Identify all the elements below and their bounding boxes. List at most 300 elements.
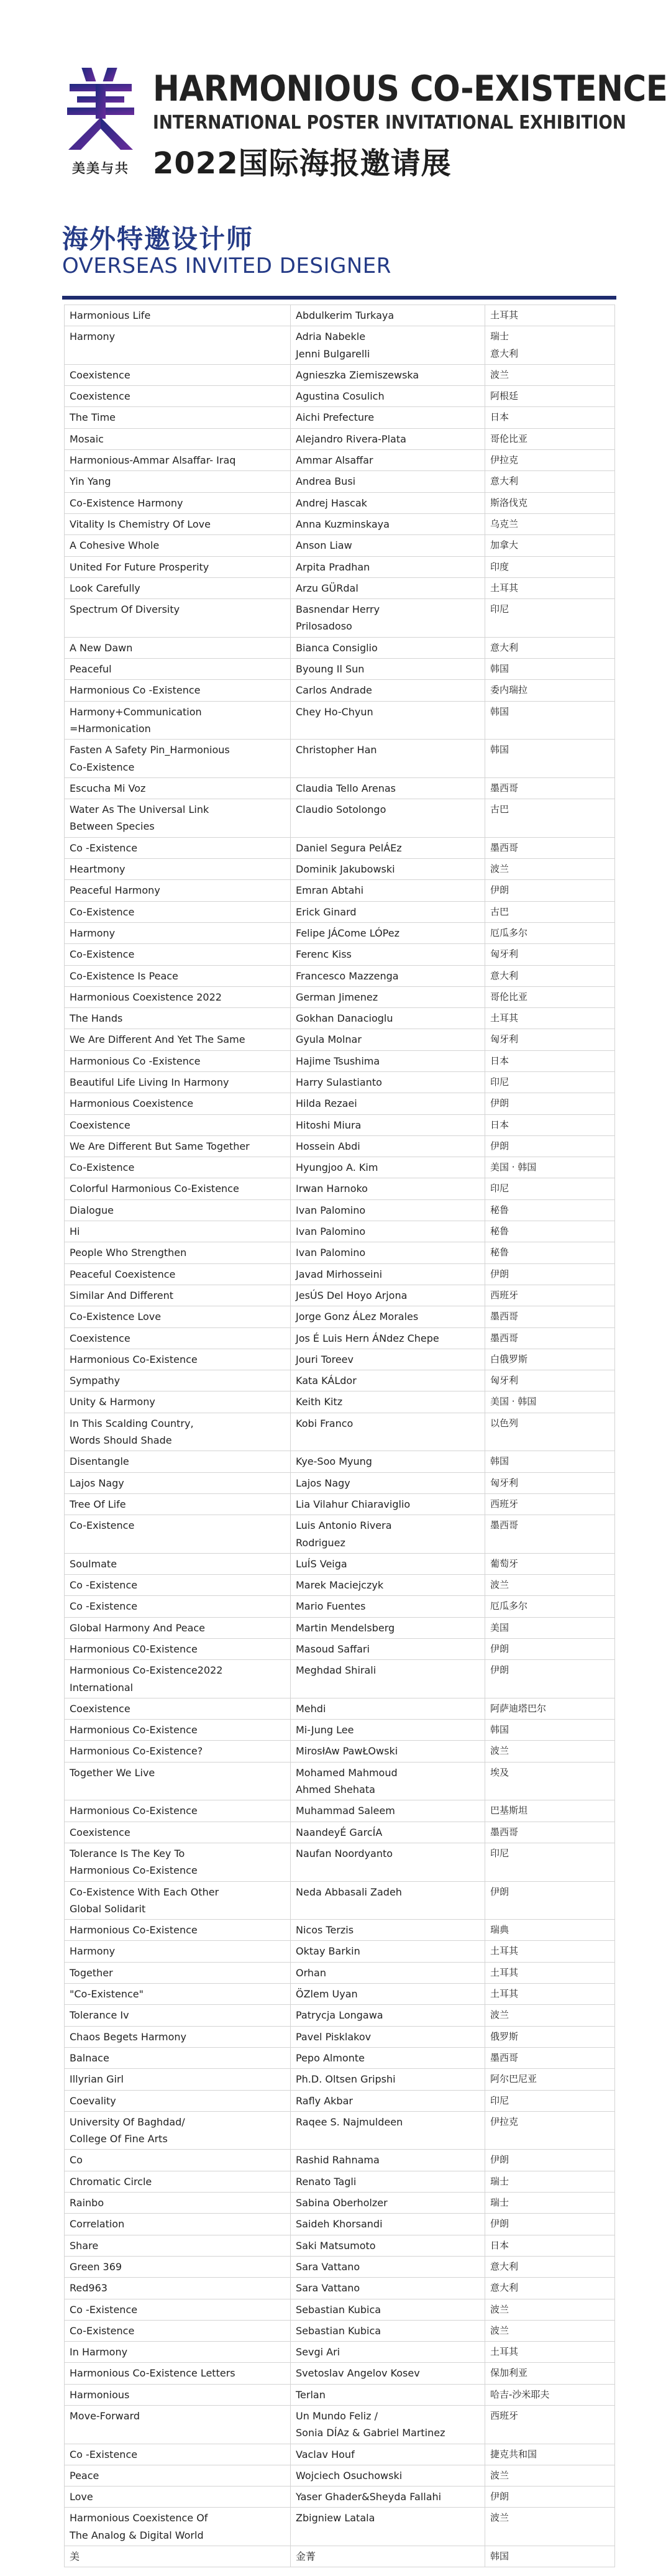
designer-name-cell: Pepo Almonte	[291, 2047, 485, 2068]
section-divider	[62, 296, 616, 300]
table-row	[65, 1071, 615, 1093]
table-row	[65, 986, 615, 1007]
country-cell: 阿根廷	[485, 386, 615, 407]
designer-name-cell: Harry Sulastianto	[291, 1071, 485, 1093]
work-title-cell: Harmonious Co -Existence	[65, 680, 291, 701]
table-row	[65, 944, 615, 965]
country-cell: 葡萄牙	[485, 1553, 615, 1574]
table-row	[65, 1370, 615, 1391]
work-title-cell: Coexistence	[65, 1327, 291, 1349]
table-row	[65, 2320, 615, 2341]
table-row	[65, 1698, 615, 1719]
table-row	[65, 1451, 615, 1472]
country-cell: 波兰	[485, 2299, 615, 2320]
table-row	[65, 965, 615, 986]
table-row	[65, 1029, 615, 1050]
designer-name-cell: Jorge Gonz ÁLez Morales	[291, 1306, 485, 1327]
table-row	[65, 599, 615, 638]
country-cell: 意大利	[485, 2278, 615, 2299]
designer-name-cell: Christopher Han	[291, 740, 485, 778]
designer-table-container	[64, 305, 614, 2567]
designer-name-cell: Oktay Barkin	[291, 1941, 485, 1962]
table-row	[65, 2235, 615, 2256]
table-row	[65, 1800, 615, 1822]
exhibition-logo	[63, 65, 138, 177]
designer-name-cell: Neda Abbasali Zadeh	[291, 1881, 485, 1920]
work-title-cell: In This Scalding Country, Words Should Shade	[65, 1413, 291, 1451]
designer-name-cell: Andrej Hascak	[291, 492, 485, 513]
designer-name-cell: Sebastian Kubica	[291, 2320, 485, 2341]
designer-name-cell: Ivan Palomino	[291, 1199, 485, 1221]
table-row	[65, 2342, 615, 2363]
work-title-cell: Co-Existence Is Peace	[65, 965, 291, 986]
designer-name-cell: Renato Tagli	[291, 2171, 485, 2192]
designer-name-cell: Martin Mendelsberg	[291, 1617, 485, 1638]
designer-name-cell: Sara Vattano	[291, 2278, 485, 2299]
table-row	[65, 1391, 615, 1413]
designer-name-cell: Adria Nabekle Jenni Bulgarelli	[291, 326, 485, 365]
table-row	[65, 637, 615, 658]
work-title-cell: Lajos Nagy	[65, 1472, 291, 1493]
designer-name-cell: Andrea Busi	[291, 471, 485, 492]
designer-name-cell: Javad Mirhosseini	[291, 1263, 485, 1285]
table-row	[65, 2090, 615, 2111]
country-cell: 土耳其	[485, 1008, 615, 1029]
work-title-cell: Co-Existence Love	[65, 1306, 291, 1327]
work-title-cell: Co-Existence Harmony	[65, 492, 291, 513]
designer-name-cell: German Jimenez	[291, 986, 485, 1007]
work-title-cell: A Cohesive Whole	[65, 535, 291, 556]
work-title-cell: Peace	[65, 2465, 291, 2486]
country-cell: 秘鲁	[485, 1221, 615, 1242]
work-title-cell: Colorful Harmonious Co-Existence	[65, 1178, 291, 1199]
country-cell: 匈牙利	[485, 1370, 615, 1391]
country-cell: 印度	[485, 556, 615, 577]
table-row	[65, 386, 615, 407]
table-row	[65, 1306, 615, 1327]
table-row	[65, 2444, 615, 2465]
designer-name-cell: Chey Ho-Chyun	[291, 701, 485, 740]
work-title-cell: Coexistence	[65, 1698, 291, 1719]
designer-name-cell: Claudia Tello Arenas	[291, 777, 485, 799]
country-cell: 瑞典	[485, 1920, 615, 1941]
designer-name-cell: MirosłAw PawŁOwski	[291, 1741, 485, 1762]
designer-name-cell: Hyungjoo A. Kim	[291, 1157, 485, 1178]
country-cell: 日本	[485, 2235, 615, 2256]
work-title-cell: Coevality	[65, 2090, 291, 2111]
work-title-cell: Water As The Universal Link Between Species	[65, 799, 291, 838]
designer-name-cell: Gokhan Danacioglu	[291, 1008, 485, 1029]
country-cell: 韩国	[485, 740, 615, 778]
table-row	[65, 2047, 615, 2068]
country-cell: 厄瓜多尔	[485, 922, 615, 943]
work-title-cell: Co -Existence	[65, 2299, 291, 2320]
designer-name-cell: Lia Vilahur Chiaraviglio	[291, 1493, 485, 1515]
table-row	[65, 1762, 615, 1800]
country-cell: 匈牙利	[485, 1472, 615, 1493]
table-row	[65, 1135, 615, 1157]
table-row	[65, 1941, 615, 1962]
work-title-cell: Harmonious Co-Existence Letters	[65, 2363, 291, 2384]
table-row	[65, 1639, 615, 1660]
exhibition-title-en: HARMONIOUS CO-EXISTENCE	[153, 68, 668, 109]
country-cell: 瑞士	[485, 2193, 615, 2214]
table-row	[65, 1881, 615, 1920]
country-cell: 瑞士	[485, 2171, 615, 2192]
designer-name-cell: Naufan Noordyanto	[291, 1843, 485, 1881]
country-cell: 伊朗	[485, 2150, 615, 2171]
designer-name-cell: Ivan Palomino	[291, 1242, 485, 1263]
table-row	[65, 880, 615, 901]
designer-name-cell: Nicos Terzis	[291, 1920, 485, 1941]
country-cell: 斯洛伐克	[485, 492, 615, 513]
work-title-cell: Tolerance Iv	[65, 2005, 291, 2026]
country-cell: 伊朗	[485, 1093, 615, 1114]
work-title-cell: Spectrum Of Diversity	[65, 599, 291, 638]
designer-name-cell: Wojciech Osuchowski	[291, 2465, 485, 2486]
table-row	[65, 407, 615, 428]
work-title-cell: Harmonious Coexistence	[65, 1093, 291, 1114]
work-title-cell: Share	[65, 2235, 291, 2256]
country-cell: 秘鲁	[485, 1242, 615, 1263]
designer-name-cell: Irwan Harnoko	[291, 1178, 485, 1199]
table-row	[65, 1413, 615, 1451]
country-cell: 波兰	[485, 2465, 615, 2486]
table-row	[65, 1741, 615, 1762]
designer-name-cell: Ammar Alsaffar	[291, 450, 485, 471]
work-title-cell: Coexistence	[65, 364, 291, 385]
table-row	[65, 1472, 615, 1493]
work-title-cell: Balnace	[65, 2047, 291, 2068]
designer-name-cell: Alejandro Rivera-Plata	[291, 428, 485, 449]
country-cell: 保加利亚	[485, 2363, 615, 2384]
designer-name-cell: Jouri Toreev	[291, 1349, 485, 1370]
country-cell: 土耳其	[485, 2342, 615, 2363]
country-cell: 波兰	[485, 2320, 615, 2341]
designer-name-cell: Saki Matsumoto	[291, 2235, 485, 2256]
table-row	[65, 428, 615, 449]
designer-name-cell: Saideh Khorsandi	[291, 2214, 485, 2235]
country-cell: 土耳其	[485, 305, 615, 326]
table-row	[65, 922, 615, 943]
designer-name-cell: Marek Maciejczyk	[291, 1575, 485, 1596]
work-title-cell: Harmony	[65, 326, 291, 365]
work-title-cell: Coexistence	[65, 1114, 291, 1135]
work-title-cell: A New Dawn	[65, 637, 291, 658]
table-row	[65, 777, 615, 799]
country-cell: 韩国	[485, 659, 615, 680]
work-title-cell: Tolerance Is The Key To Harmonious Co-Existence	[65, 1843, 291, 1881]
country-cell: 伊拉克	[485, 450, 615, 471]
table-row	[65, 2465, 615, 2486]
designer-name-cell: Dominik Jakubowski	[291, 859, 485, 880]
table-row	[65, 1199, 615, 1221]
table-row	[65, 1242, 615, 1263]
work-title-cell: Yin Yang	[65, 471, 291, 492]
section-title-cn: 海外特邀设计师	[62, 224, 254, 254]
country-cell: 墨西哥	[485, 1327, 615, 1349]
designer-name-cell: Anson Liaw	[291, 535, 485, 556]
designer-name-cell: Hilda Rezaei	[291, 1093, 485, 1114]
work-title-cell: Vitality Is Chemistry Of Love	[65, 513, 291, 534]
designer-name-cell: Orhan	[291, 1962, 485, 1983]
work-title-cell: Harmonious C0-Existence	[65, 1639, 291, 1660]
work-title-cell: Co-Existence	[65, 901, 291, 922]
exhibition-subtitle-en: INTERNATIONAL POSTER INVITATIONAL EXHIBITION	[153, 112, 626, 134]
country-cell: 阿尔巴尼亚	[485, 2069, 615, 2090]
mei-character-logo-icon	[63, 65, 138, 152]
work-title-cell: Harmonious Co-Existence	[65, 1920, 291, 1941]
country-cell: 西班牙	[485, 1493, 615, 1515]
work-title-cell: United For Future Prosperity	[65, 556, 291, 577]
table-row	[65, 659, 615, 680]
country-cell: 土耳其	[485, 577, 615, 598]
designer-name-cell: Emran Abtahi	[291, 880, 485, 901]
country-cell: 哥伦比亚	[485, 986, 615, 1007]
country-cell: 意大利	[485, 637, 615, 658]
work-title-cell: Chaos Begets Harmony	[65, 2026, 291, 2047]
country-cell: 厄瓜多尔	[485, 1596, 615, 1617]
designer-name-cell: Basnendar Herry Prilosadoso	[291, 599, 485, 638]
country-cell: 以色列	[485, 1413, 615, 1451]
table-row	[65, 471, 615, 492]
work-title-cell: Hi	[65, 1221, 291, 1242]
designer-name-cell: Luis Antonio Rivera Rodriguez	[291, 1515, 485, 1554]
country-cell: 印尼	[485, 2090, 615, 2111]
work-title-cell: Harmonious Co-Existence2022 International	[65, 1660, 291, 1698]
designer-name-cell: Ph.D. Oltsen Gripshi	[291, 2069, 485, 2090]
country-cell: 墨西哥	[485, 837, 615, 858]
table-row	[65, 2256, 615, 2277]
designer-name-cell: Hitoshi Miura	[291, 1114, 485, 1135]
country-cell: 意大利	[485, 471, 615, 492]
designer-name-cell: Sevgi Ari	[291, 2342, 485, 2363]
table-row	[65, 2299, 615, 2320]
country-cell: 波兰	[485, 1575, 615, 1596]
logo-caption: 美美与共	[72, 161, 129, 176]
work-title-cell: Escucha Mi Voz	[65, 777, 291, 799]
country-cell: 印尼	[485, 1843, 615, 1881]
country-cell: 伊朗	[485, 1263, 615, 1285]
designer-name-cell: 金菁	[291, 2546, 485, 2567]
country-cell: 波兰	[485, 859, 615, 880]
table-row	[65, 2384, 615, 2405]
work-title-cell: Harmonious-Ammar Alsaffar- Iraq	[65, 450, 291, 471]
country-cell: 土耳其	[485, 1962, 615, 1983]
designer-name-cell: Byoung Il Sun	[291, 659, 485, 680]
table-row	[65, 901, 615, 922]
work-title-cell: Harmonious Co-Existence	[65, 1349, 291, 1370]
table-row	[65, 701, 615, 740]
designer-name-cell: ÖZlem Uyan	[291, 1984, 485, 2005]
work-title-cell: Fasten A Safety Pin_Harmonious Co-Existence	[65, 740, 291, 778]
table-row	[65, 2193, 615, 2214]
designer-name-cell: Bianca Consiglio	[291, 637, 485, 658]
country-cell: 韩国	[485, 2546, 615, 2567]
work-title-cell: University Of Baghdad/ College Of Fine Arts	[65, 2111, 291, 2150]
designer-name-cell: Anna Kuzminskaya	[291, 513, 485, 534]
work-title-cell: Co -Existence	[65, 837, 291, 858]
country-cell: 土耳其	[485, 1941, 615, 1962]
table-row	[65, 535, 615, 556]
work-title-cell: Chromatic Circle	[65, 2171, 291, 2192]
work-title-cell: Together	[65, 1962, 291, 1983]
work-title-cell: Green 369	[65, 2256, 291, 2277]
country-cell: 古巴	[485, 799, 615, 838]
designer-name-cell: NaandeyÉ GarcÍA	[291, 1822, 485, 1843]
work-title-cell: Together We Live	[65, 1762, 291, 1800]
designer-name-cell: Patrycja Longawa	[291, 2005, 485, 2026]
designer-name-cell: Keith Kitz	[291, 1391, 485, 1413]
work-title-cell: Coexistence	[65, 1822, 291, 1843]
designer-name-cell: Pavel Pisklakov	[291, 2026, 485, 2047]
designer-name-cell: Claudio Sotolongo	[291, 799, 485, 838]
work-title-cell: Harmonious Co-Existence	[65, 1720, 291, 1741]
designer-name-cell: Agnieszka Ziemiszewska	[291, 364, 485, 385]
table-row	[65, 2111, 615, 2150]
table-row	[65, 450, 615, 471]
work-title-cell: Co-Existence With Each Other Global Solidarit	[65, 1881, 291, 1920]
country-cell: 西班牙	[485, 1285, 615, 1306]
work-title-cell: Harmony	[65, 1941, 291, 1962]
work-title-cell: People Who Strengthen	[65, 1242, 291, 1263]
designer-name-cell: Sebastian Kubica	[291, 2299, 485, 2320]
work-title-cell: Harmonious	[65, 2384, 291, 2405]
country-cell: 韩国	[485, 1451, 615, 1472]
designer-name-cell: Arpita Pradhan	[291, 556, 485, 577]
table-row	[65, 492, 615, 513]
work-title-cell: Mosaic	[65, 428, 291, 449]
work-title-cell: Harmony+Communication =Harmonication	[65, 701, 291, 740]
country-cell: 墨西哥	[485, 777, 615, 799]
table-row	[65, 1515, 615, 1554]
table-row	[65, 1093, 615, 1114]
work-title-cell: Sympathy	[65, 1370, 291, 1391]
work-title-cell: Similar And Different	[65, 1285, 291, 1306]
country-cell: 韩国	[485, 1720, 615, 1741]
country-cell: 墨西哥	[485, 1515, 615, 1554]
exhibition-title-cn: 2022国际海报邀请展	[153, 146, 452, 181]
country-cell: 伊朗	[485, 2487, 615, 2508]
table-row	[65, 2214, 615, 2235]
designer-name-cell: Sara Vattano	[291, 2256, 485, 2277]
table-row	[65, 1575, 615, 1596]
work-title-cell: Unity & Harmony	[65, 1391, 291, 1413]
table-row	[65, 1008, 615, 1029]
country-cell: 波兰	[485, 1741, 615, 1762]
table-row	[65, 2278, 615, 2299]
designer-name-cell: Vaclav Houf	[291, 2444, 485, 2465]
country-cell: 日本	[485, 407, 615, 428]
designer-name-cell: Ferenc Kiss	[291, 944, 485, 965]
table-row	[65, 1843, 615, 1881]
designer-name-cell: Zbigniew Latala	[291, 2508, 485, 2546]
country-cell: 哥伦比亚	[485, 428, 615, 449]
work-title-cell: Co-Existence	[65, 944, 291, 965]
work-title-cell: Co -Existence	[65, 1575, 291, 1596]
country-cell: 俄罗斯	[485, 2026, 615, 2047]
designer-name-cell: Mario Fuentes	[291, 1596, 485, 1617]
designer-name-cell: Aichi Prefecture	[291, 407, 485, 428]
table-row	[65, 1263, 615, 1285]
designer-name-cell: Svetoslav Angelov Kosev	[291, 2363, 485, 2384]
work-title-cell: Harmony	[65, 922, 291, 943]
table-row	[65, 556, 615, 577]
work-title-cell: Co-Existence	[65, 1515, 291, 1554]
country-cell: 美国 · 韩国	[485, 1157, 615, 1178]
country-cell: 美国	[485, 1617, 615, 1638]
country-cell: 波兰	[485, 2508, 615, 2546]
designer-name-cell: Ivan Palomino	[291, 1221, 485, 1242]
designer-name-cell: Terlan	[291, 2384, 485, 2405]
country-cell: 意大利	[485, 965, 615, 986]
table-row	[65, 1920, 615, 1941]
designer-name-cell: Rafly Akbar	[291, 2090, 485, 2111]
designer-name-cell: Jos É Luis Hern ÁNdez Chepe	[291, 1327, 485, 1349]
table-row	[65, 1984, 615, 2005]
designer-name-cell: Yaser Ghader&Sheyda Fallahi	[291, 2487, 485, 2508]
country-cell: 波兰	[485, 2005, 615, 2026]
table-row	[65, 837, 615, 858]
work-title-cell: Move-Forward	[65, 2405, 291, 2444]
country-cell: 委内瑞拉	[485, 680, 615, 701]
work-title-cell: Harmonious Life	[65, 305, 291, 326]
designer-table	[64, 305, 615, 2567]
country-cell: 捷克共和国	[485, 2444, 615, 2465]
table-row	[65, 2546, 615, 2567]
work-title-cell: Co	[65, 2150, 291, 2171]
work-title-cell: Peaceful	[65, 659, 291, 680]
work-title-cell: Peaceful Harmony	[65, 880, 291, 901]
work-title-cell: Red963	[65, 2278, 291, 2299]
work-title-cell: Heartmony	[65, 859, 291, 880]
table-row	[65, 1178, 615, 1199]
country-cell: 伊朗	[485, 2214, 615, 2235]
designer-name-cell: Hossein Abdi	[291, 1135, 485, 1157]
table-row	[65, 1285, 615, 1306]
country-cell: 加拿大	[485, 535, 615, 556]
work-title-cell: The Time	[65, 407, 291, 428]
country-cell: 乌克兰	[485, 513, 615, 534]
work-title-cell: Co -Existence	[65, 1596, 291, 1617]
table-row	[65, 305, 615, 326]
designer-name-cell: Gyula Molnar	[291, 1029, 485, 1050]
table-row	[65, 2069, 615, 2090]
work-title-cell: Dialogue	[65, 1199, 291, 1221]
work-title-cell: Look Carefully	[65, 577, 291, 598]
designer-name-cell: Mi-Jung Lee	[291, 1720, 485, 1741]
work-title-cell: Co-Existence	[65, 2320, 291, 2341]
table-row	[65, 1493, 615, 1515]
designer-name-cell: Carlos Andrade	[291, 680, 485, 701]
designer-name-cell: Francesco Mazzenga	[291, 965, 485, 986]
designer-name-cell: Rashid Rahnama	[291, 2150, 485, 2171]
table-row	[65, 2026, 615, 2047]
table-row	[65, 326, 615, 365]
designer-name-cell: Sabina Oberholzer	[291, 2193, 485, 2214]
table-row	[65, 2171, 615, 2192]
country-cell: 美国 · 韩国	[485, 1391, 615, 1413]
table-row	[65, 2150, 615, 2171]
table-row	[65, 1553, 615, 1574]
designer-name-cell: Meghdad Shirali	[291, 1660, 485, 1698]
work-title-cell: Harmonious Co -Existence	[65, 1050, 291, 1071]
work-title-cell: Co -Existence	[65, 2444, 291, 2465]
work-title-cell: Peaceful Coexistence	[65, 1263, 291, 1285]
country-cell: 墨西哥	[485, 2047, 615, 2068]
table-row	[65, 364, 615, 385]
work-title-cell: Harmonious Co-Existence	[65, 1800, 291, 1822]
